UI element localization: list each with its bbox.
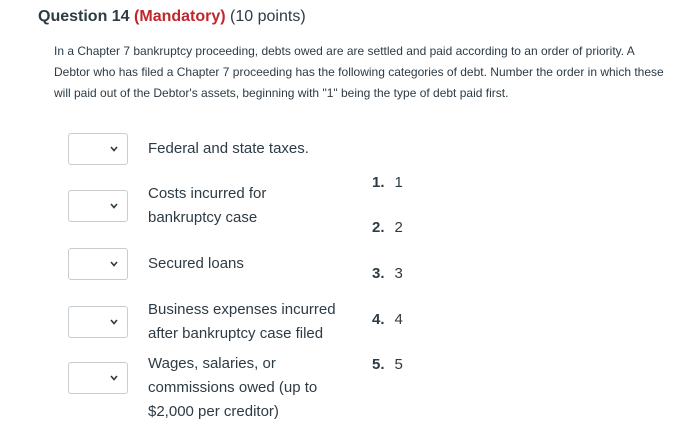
item-label-4: Business expenses incurred after bankruptcy case filed: [148, 301, 336, 342]
answer-option-1: [372, 174, 403, 191]
answer-option-4: [372, 311, 403, 328]
question-prompt: In a Chapter 7 bankruptcy proceeding, debts owed are are settled and paid according to an order of priority. A Debtor who has filed a Chapter 7 proceeding has the following categories of debt. Number the order in which these will paid out of the Debtor's assets, beginning with "1" being the type of debt paid first.: [54, 44, 664, 100]
order-select-1[interactable]: [68, 133, 128, 165]
item-label-1: Federal and state taxes.: [148, 140, 309, 157]
item-label-5: Wages, salaries, or commissions owed (up to $2,000 per creditor): [148, 355, 318, 420]
item-label-3: Secured loans: [148, 255, 244, 272]
answer-value: 3: [394, 265, 403, 282]
answer-option-3: [372, 265, 403, 282]
chevron-down-icon: [109, 142, 119, 156]
answer-value: 2: [394, 219, 403, 236]
order-select-4[interactable]: [68, 306, 128, 338]
answer-value: 1: [394, 174, 403, 191]
answer-value: 4: [394, 311, 403, 328]
order-select-5[interactable]: [68, 362, 128, 394]
chevron-down-icon: [109, 199, 119, 213]
answer-number: 4.: [372, 311, 385, 328]
chevron-down-icon: [109, 371, 119, 385]
mandatory-label: (Mandatory): [134, 8, 226, 25]
chevron-down-icon: [109, 257, 119, 271]
answer-value: 5: [394, 356, 403, 373]
points-label: (10 points): [230, 8, 306, 25]
chevron-down-icon: [109, 315, 119, 329]
item-label-2: Costs incurred for bankruptcy case: [148, 185, 267, 226]
answer-number: 1.: [372, 174, 385, 191]
answer-option-5: [372, 356, 403, 373]
answer-option-2: [372, 219, 403, 236]
question-header: [38, 8, 306, 26]
order-select-3[interactable]: [68, 248, 128, 280]
question-number: Question 14: [38, 8, 130, 25]
answer-number: 2.: [372, 219, 385, 236]
answer-number: 3.: [372, 265, 385, 282]
order-select-2[interactable]: [68, 190, 128, 222]
answer-number: 5.: [372, 356, 385, 373]
